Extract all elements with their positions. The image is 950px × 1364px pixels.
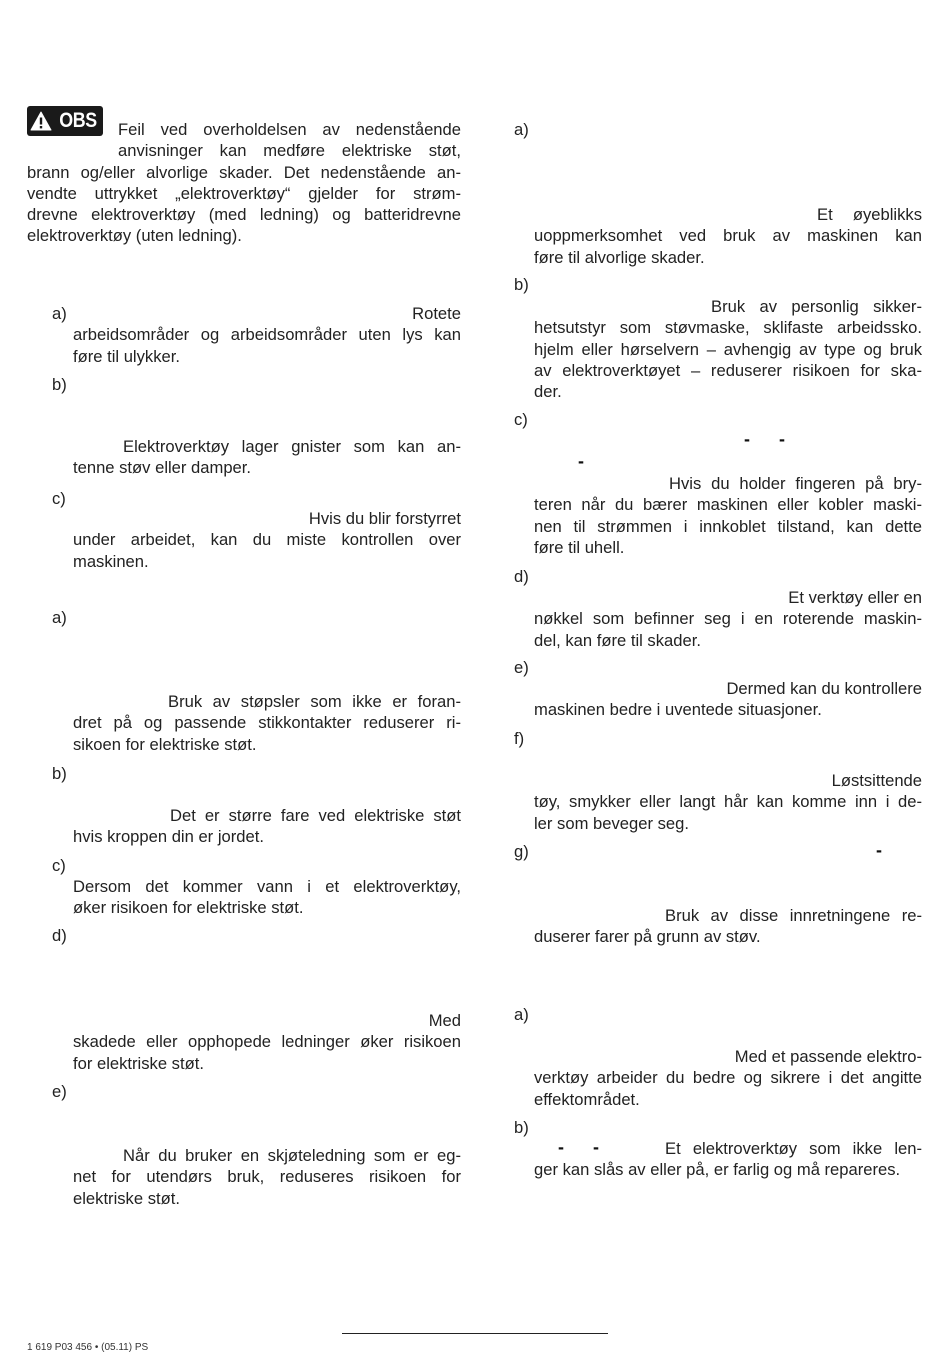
item-label: c): [52, 856, 66, 875]
item-label: a): [514, 120, 529, 139]
text-line: Bruk av personlig sikker-: [711, 297, 922, 316]
obs-badge-label: OBS: [59, 109, 97, 132]
item-text: [514, 1138, 922, 1181]
text-line: vendte uttrykket „elektroverktøy“ gjelder for strøm-: [27, 183, 461, 203]
text-line: Dersom det kommer vann i et elektroverktøy,: [73, 877, 461, 896]
text-line: under arbeidet, kan du miste kontrollen over: [73, 530, 461, 550]
text-line: Elektroverktøy lager gnister som kan an-: [123, 437, 461, 456]
item-text: [514, 296, 922, 402]
item-label: a): [52, 304, 67, 323]
item-text: [27, 508, 461, 572]
footer-document-code: 1 619 P03 456 • (05.11) PS: [27, 1342, 149, 1353]
hyphen-mark: -: [578, 451, 584, 471]
text-line: anvisninger kan medføre elektriske støt,: [118, 141, 461, 161]
text-line: øker risikoen for elektriske støt.: [73, 898, 304, 918]
text-line: Et øyeblikks: [817, 205, 922, 224]
item-label: g): [514, 842, 529, 861]
text-line: Rotete: [412, 304, 461, 323]
text-line: skadede eller opphopede ledninger øker risikoen: [73, 1032, 461, 1052]
item-label: b): [514, 275, 529, 294]
hyphen-mark: -: [558, 1137, 564, 1157]
text-line: føre til alvorlige skader.: [534, 247, 705, 267]
text-line: net for utendørs bruk, reduseres risikoen for: [73, 1167, 461, 1187]
text-line: Løstsittende: [831, 771, 922, 790]
text-line: Det er større fare ved elektriske støt: [170, 806, 461, 825]
text-line: ger kan slås av eller på, er farlig og må repareres.: [534, 1160, 901, 1180]
item-label: a): [52, 608, 67, 627]
text-line: Bruk av disse innretningene re-: [665, 906, 922, 925]
item-text: [514, 770, 922, 834]
text-line: føre til uhell.: [534, 537, 625, 557]
text-line: Hvis du holder fingeren på bry-: [669, 474, 922, 493]
text-line: maskinen bedre i uventede situasjoner.: [534, 700, 822, 720]
text-line: ler som beveger seg.: [534, 813, 689, 833]
item-label: d): [514, 567, 529, 586]
text-line: brann og/eller alvorlige skader. Det nedenstående an-: [27, 162, 461, 182]
text-line: der.: [534, 382, 562, 402]
text-line: sikoen for elektriske støt.: [73, 734, 257, 754]
text-line: hjelm eller hørselvern – avhengig av type og bruk: [534, 339, 922, 359]
text-line: føre til ulykker.: [73, 346, 180, 366]
item-text: [27, 1010, 461, 1074]
text-line: elektriske støt.: [73, 1188, 180, 1208]
text-line: tenne støv eller damper.: [73, 458, 252, 478]
item-label: b): [514, 1118, 529, 1137]
item-label: f): [514, 729, 525, 748]
item-label: b): [52, 764, 67, 783]
item-text: [27, 691, 461, 755]
item-text: [27, 876, 461, 919]
text-line: Et elektroverktøy som ikke len-: [665, 1139, 922, 1158]
text-line: duserer farer på grunn av støv.: [534, 927, 761, 947]
text-line: Med: [428, 1011, 461, 1030]
text-line: effektområdet.: [534, 1089, 640, 1109]
text-line: Feil ved overholdelsen av nedenstående: [118, 120, 461, 139]
item-label: e): [514, 658, 529, 677]
warning-paragraph: [27, 119, 461, 247]
footer-divider: [342, 1333, 608, 1334]
text-line: Bruk av støpsler som ikke er foran-: [168, 692, 461, 711]
text-line: drevne elektroverktøy (med ledning) og batteridrevne: [27, 205, 461, 225]
item-text: [514, 1046, 922, 1110]
text-line: uoppmerksomhet ved bruk av maskinen kan: [534, 226, 922, 246]
item-text: [514, 905, 922, 948]
text-line: Hvis du blir forstyrret: [308, 509, 461, 528]
item-label: b): [52, 375, 67, 394]
item-text: [514, 587, 922, 651]
item-text: [514, 204, 922, 268]
text-line: nen til strømmen i innkoblet tilstand, kan dette: [534, 516, 922, 536]
item-text: [514, 678, 922, 721]
text-line: av elektroverktøyet – reduserer risikoen for ska-: [534, 360, 922, 380]
text-line: tøy, smykker eller langt hår kan komme inn i de-: [534, 792, 922, 812]
item-label: a): [514, 1005, 529, 1024]
item-label: e): [52, 1082, 67, 1101]
text-line: hvis kroppen din er jordet.: [73, 827, 264, 847]
text-line: elektroverktøy (uten ledning).: [27, 226, 242, 246]
hyphen-mark: -: [593, 1137, 599, 1157]
item-text: [27, 805, 461, 848]
text-line: Et verktøy eller en: [788, 588, 922, 607]
text-line: Med et passende elektro-: [734, 1047, 922, 1066]
text-line: for elektriske støt.: [73, 1053, 204, 1073]
hyphen-mark: -: [876, 840, 882, 860]
text-line: hetsutstyr som støvmaske, sklifaste arbeidssko.: [534, 318, 922, 338]
text-line: dret på og passende stikkontakter reduserer ri-: [73, 713, 461, 733]
item-label: c): [52, 489, 66, 508]
item-text: [27, 436, 461, 479]
hyphen-mark: -: [744, 429, 750, 449]
text-line: del, kan føre til skader.: [534, 630, 701, 650]
text-line: maskinen.: [73, 551, 149, 571]
text-line: Dermed kan du kontrollere: [726, 679, 922, 698]
item-label: d): [52, 926, 67, 945]
text-line: teren når du bærer maskinen eller kobler maski-: [534, 495, 922, 515]
text-line: Når du bruker en skjøteledning som er eg-: [123, 1146, 461, 1165]
text-line: arbeidsområder og arbeidsområder uten lys kan: [73, 325, 461, 345]
text-line: nøkkel som befinner seg i en roterende maskin-: [534, 609, 922, 629]
item-text: [27, 303, 461, 367]
item-text: [27, 1145, 461, 1209]
item-text: [514, 473, 922, 558]
hyphen-mark: -: [779, 429, 785, 449]
item-label: c): [514, 410, 528, 429]
text-line: verktøy arbeider du bedre og sikrere i det angitte: [534, 1068, 922, 1088]
